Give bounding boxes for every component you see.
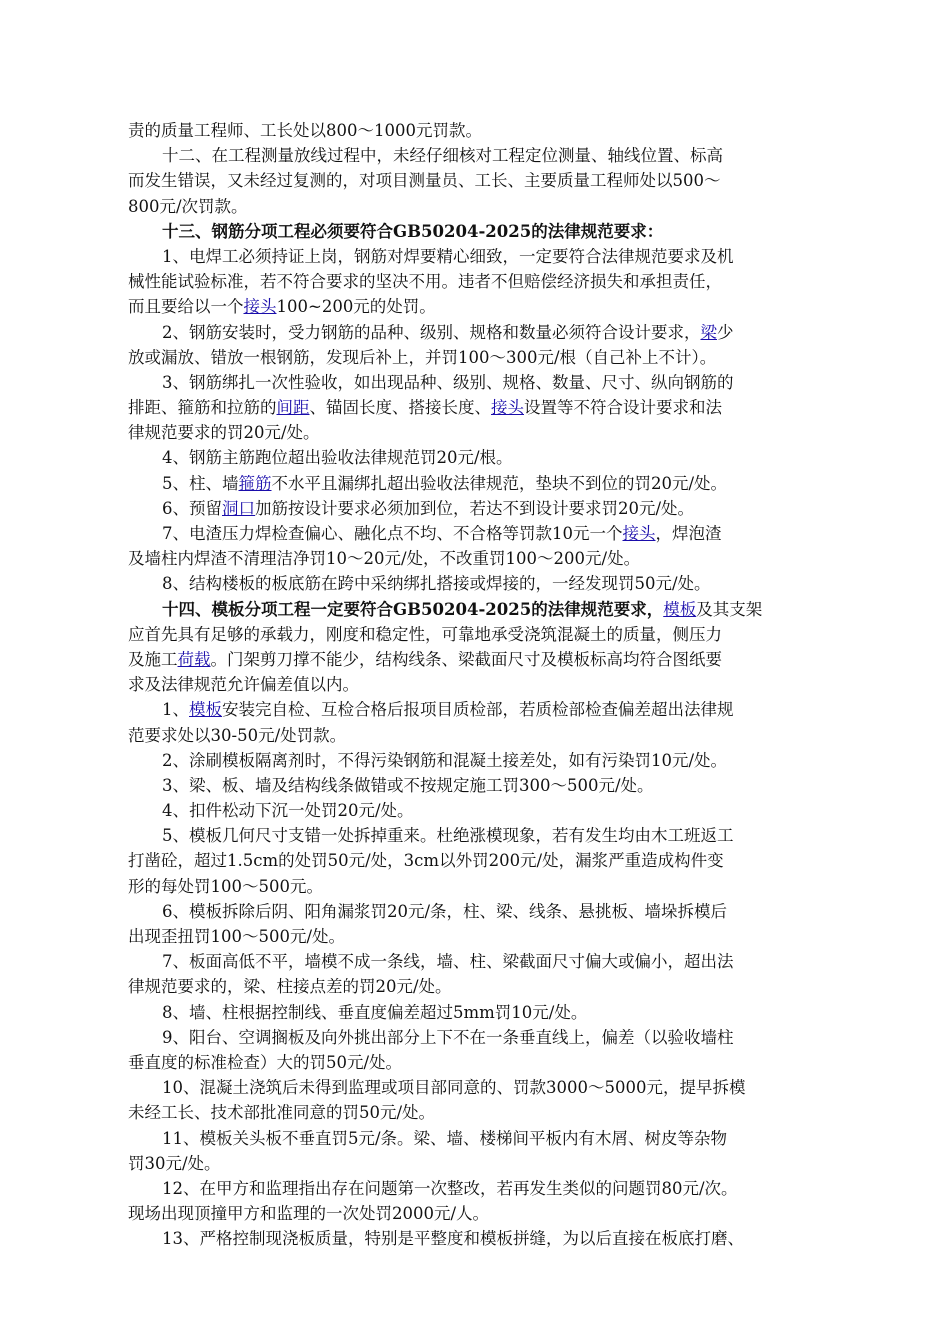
text-segment: 5、模板几何尺寸支错一处拆掉重来。杜绝涨模现象，若有发生均由木工班返工 bbox=[162, 826, 734, 846]
text-line bbox=[128, 672, 840, 697]
hyperlink[interactable]: 模板 bbox=[663, 599, 697, 619]
text-segment: 律规范要求的，梁、柱接点差的罚20元/处。 bbox=[128, 977, 452, 997]
text-line bbox=[128, 974, 840, 999]
text-segment: 12、在甲方和监理指出存在问题第一次整改，若再发生类似的问题罚80元/次。 bbox=[162, 1178, 738, 1198]
text-line bbox=[128, 874, 840, 899]
text-segment: 及施工 bbox=[128, 649, 178, 669]
text-line bbox=[128, 1075, 840, 1100]
text-segment: 6、预留 bbox=[162, 498, 222, 518]
hyperlink[interactable]: 接头 bbox=[243, 297, 277, 317]
text-segment: 4、扣件松动下沉一处罚20元/处。 bbox=[162, 801, 414, 821]
text-line bbox=[128, 697, 840, 722]
text-segment: 放或漏放、错放一根钢筋，发现后补上，并罚100～300元/根（自己补上不计）。 bbox=[128, 347, 717, 367]
hyperlink[interactable]: 间距 bbox=[276, 398, 310, 418]
text-segment: 而且要给以一个 bbox=[128, 297, 244, 317]
text-segment: 出现歪扭罚100～500元/处。 bbox=[128, 927, 346, 946]
bold-heading-text: 十三、钢筋分项工程必须要符合GB50204-2025的法律规范要求： bbox=[162, 221, 664, 241]
text-line bbox=[128, 1025, 840, 1050]
text-segment: 8、墙、柱根据控制线、垂直度偏差超过5mm罚10元/处。 bbox=[162, 1002, 588, 1022]
text-segment: 十二、在工程测量放线过程中，未经仔细核对工程定位测量、轴线位置、标高 bbox=[162, 146, 723, 166]
text-segment: 10、混凝土浇筑后未得到监理或项目部同意的、罚款3000～5000元，提早拆模 bbox=[162, 1078, 746, 1098]
text-line bbox=[128, 294, 840, 319]
text-segment: 8、结构楼板的板底筋在跨中采纳绑扎搭接或焊接的，一经发现罚50元/处。 bbox=[162, 574, 711, 594]
text-line bbox=[128, 496, 840, 521]
text-segment: 6、模板拆除后阴、阳角漏浆罚20元/条，柱、梁、线条、悬挑板、墙垛拆模后 bbox=[162, 901, 728, 921]
text-line bbox=[128, 571, 840, 596]
text-line bbox=[128, 1000, 840, 1025]
text-line bbox=[128, 395, 840, 420]
text-segment: ，焊泡渣 bbox=[655, 524, 722, 543]
text-line bbox=[128, 1226, 840, 1251]
text-segment: 现场出现顶撞甲方和监理的一次处罚2000元/人。 bbox=[128, 1204, 490, 1224]
text-segment: 范要求处以30-50元/处罚款。 bbox=[128, 725, 347, 745]
text-segment: 安装完自检、互检合格后报项目质检部，若质检部检查偏差超出法律规 bbox=[222, 700, 734, 720]
text-line bbox=[128, 118, 840, 143]
text-segment: 不水平且漏绑扎超出验收法律规范，垫块不到位的罚20元/处。 bbox=[271, 473, 728, 493]
text-segment: 打凿砼，超过1.5cm的处罚50元/处，3cm以外罚200元/处，漏浆严重造成构件变 bbox=[128, 851, 724, 871]
text-segment: 少 bbox=[717, 322, 734, 342]
text-segment: 100~200元的处罚。 bbox=[276, 297, 436, 317]
hyperlink[interactable]: 箍筋 bbox=[238, 473, 272, 493]
text-line bbox=[128, 320, 840, 345]
hyperlink[interactable]: 模板 bbox=[189, 700, 222, 720]
hyperlink[interactable]: 荷载 bbox=[177, 649, 211, 669]
text-segment: 垂直度的标准检查）大的罚50元/处。 bbox=[128, 1052, 403, 1072]
text-segment: 及其支架 bbox=[696, 599, 763, 619]
hyperlink[interactable]: 接头 bbox=[491, 398, 524, 418]
text-segment: 11、模板关头板不垂直罚5元/条。梁、墙、楼梯间平板内有木屑、树皮等杂物 bbox=[162, 1128, 728, 1148]
text-line bbox=[128, 823, 840, 848]
text-segment: 2、钢筋安装时，受力钢筋的品种、级别、规格和数量必须符合设计要求， bbox=[162, 322, 701, 342]
text-line bbox=[128, 546, 840, 571]
text-line bbox=[128, 848, 840, 873]
text-segment: 及墙柱内焊渣不清理洁净罚10～20元/处，不改重罚100～200元/处。 bbox=[128, 549, 641, 569]
text-line bbox=[128, 748, 840, 773]
text-line bbox=[128, 219, 840, 244]
text-segment: 7、电渣压力焊检查偏心、融化点不均、不合格等罚款10元一个 bbox=[162, 524, 623, 543]
text-segment: 责的质量工程师、工长处以800～1000元罚款。 bbox=[128, 121, 482, 140]
text-segment: 械性能试验标准，若不符合要求的坚决不用。违者不但赔偿经济损失和承担责任， bbox=[128, 272, 722, 292]
text-line bbox=[128, 1151, 840, 1176]
text-line bbox=[128, 168, 840, 193]
text-line bbox=[128, 420, 840, 445]
text-line bbox=[128, 445, 840, 470]
text-segment: 7、板面高低不平，墙模不成一条线，墙、柱、梁截面尺寸偏大或偏小，超出法 bbox=[162, 952, 734, 972]
text-segment: 。门架剪刀撑不能少，结构线条、梁截面尺寸及模板标高均符合图纸要 bbox=[210, 649, 722, 669]
hyperlink[interactable]: 接头 bbox=[622, 524, 656, 543]
text-segment: 设置等不符合设计要求和法 bbox=[524, 398, 722, 418]
hyperlink[interactable]: 梁 bbox=[700, 322, 717, 342]
text-segment: 加筋按设计要求必须加到位，若达不到设计要求罚20元/处。 bbox=[255, 498, 695, 518]
text-segment: 3、钢筋绑扎一次性验收，如出现品种、级别、规格、数量、尺寸、纵向钢筋的 bbox=[162, 372, 734, 392]
document-page bbox=[128, 118, 840, 1251]
text-segment: 2、涂刷模板隔离剂时，不得污染钢筋和混凝土接差处，如有污染罚10元/处。 bbox=[162, 750, 728, 770]
text-segment: 应首先具有足够的承载力，刚度和稳定性，可靠地承受浇筑混凝土的质量，侧压力 bbox=[128, 624, 722, 644]
text-line bbox=[128, 1126, 840, 1151]
text-segment: 未经工长、技术部批准同意的罚50元/处。 bbox=[128, 1103, 436, 1123]
text-segment: 罚30元/处。 bbox=[128, 1153, 221, 1173]
text-line bbox=[128, 471, 840, 496]
text-segment: 1、 bbox=[162, 700, 189, 720]
text-line bbox=[128, 647, 840, 672]
text-segment: 3、梁、板、墙及结构线条做错或不按规定施工罚300～500元/处。 bbox=[162, 775, 654, 795]
text-line bbox=[128, 194, 840, 219]
text-segment: 排距、箍筋和拉筋的 bbox=[128, 398, 277, 418]
text-segment: 5、柱、墙 bbox=[162, 473, 239, 493]
text-line bbox=[128, 1201, 840, 1226]
text-line bbox=[128, 924, 840, 949]
text-line bbox=[128, 1176, 840, 1201]
text-segment: 13、严格控制现浇板质量，特别是平整度和模板拼缝，为以后直接在板底打磨、 bbox=[162, 1229, 744, 1249]
text-line bbox=[128, 1100, 840, 1125]
text-line bbox=[128, 244, 840, 269]
text-line bbox=[128, 521, 840, 546]
text-line bbox=[128, 370, 840, 395]
text-line bbox=[128, 597, 840, 622]
text-line bbox=[128, 345, 840, 370]
text-segment: 形的每处罚100～500元。 bbox=[128, 876, 323, 896]
text-line bbox=[128, 723, 840, 748]
text-line bbox=[128, 899, 840, 924]
text-line bbox=[128, 798, 840, 823]
bold-heading-text: 十四、模板分项工程一定要符合GB50204-2025的法律规范要求， bbox=[162, 599, 664, 619]
hyperlink[interactable]: 洞口 bbox=[222, 498, 255, 518]
text-segment: 9、阳台、空调搁板及向外挑出部分上下不在一条垂直线上，偏差（以验收墙柱 bbox=[162, 1027, 734, 1047]
text-segment: 4、钢筋主筋跑位超出验收法律规范罚20元/根。 bbox=[162, 448, 513, 468]
text-line bbox=[128, 1050, 840, 1075]
text-line bbox=[128, 143, 840, 168]
text-line bbox=[128, 622, 840, 647]
text-segment: 、锚固长度、搭接长度、 bbox=[309, 398, 491, 418]
text-segment: 而发生错误，又未经过复测的，对项目测量员、工长、主要质量工程师处以500～ bbox=[128, 171, 721, 191]
text-segment: 求及法律规范允许偏差值以内。 bbox=[128, 675, 359, 695]
text-segment: 律规范要求的罚20元/处。 bbox=[128, 423, 320, 443]
text-line bbox=[128, 269, 840, 294]
text-line bbox=[128, 773, 840, 798]
text-line bbox=[128, 949, 840, 974]
text-segment: 1、电焊工必须持证上岗，钢筋对焊要精心细致，一定要符合法律规范要求及机 bbox=[162, 246, 734, 266]
text-segment: 800元/次罚款。 bbox=[128, 196, 248, 216]
